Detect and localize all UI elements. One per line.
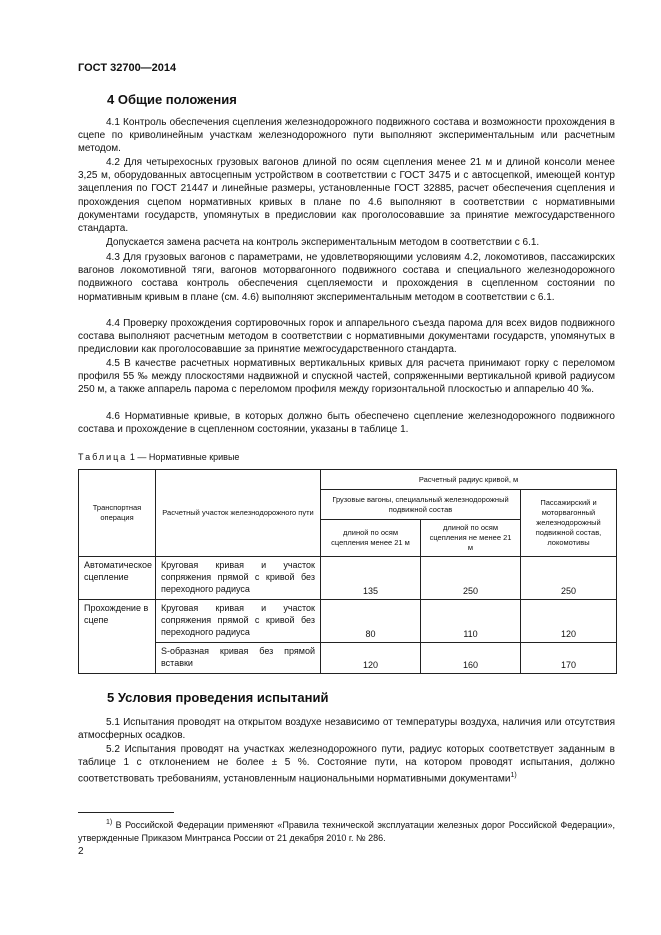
row-value-passenger: 250 xyxy=(521,557,617,600)
row-operation: Автоматическое сцепление xyxy=(79,557,156,600)
paragraph-4-2-note: Допускается замена расчета на контроль экспериментальным методом в соответствии с 6.1. xyxy=(106,237,540,248)
footnote-text: В Российской Федерации применяют «Правила технической эксплуатации железных дорог Российской Федерации», утвержденные Приказом Минтранса России от 21 декабря 2010 г. № 286. xyxy=(78,820,615,843)
header-radius: Расчетный радиус кривой, м xyxy=(321,470,617,490)
row-section: Круговая кривая и участок сопряжения прямой с кривой без переходного радиуса xyxy=(156,557,321,600)
table-row xyxy=(79,643,617,674)
paragraph-5-1: 5.1 Испытания проводят на открытом воздухе независимо от температуры воздуха, наличия или отсутствия атмосферных осадков. xyxy=(78,717,615,742)
table-caption-prefix: Таблица xyxy=(78,452,128,462)
row-value-passenger: 120 xyxy=(521,600,617,643)
paragraph-4-3: 4.3 Для грузовых вагонов с параметрами, не удовлетворяющими условиям 4.2, локомотивов, пассажирских вагонов локомотивной тяги, вагонов моторвагонного подвижного состава и специального железнодорожного подвижного состава контроль обеспечения сцепляемости и прохождения в сцепленном состоянии по нормативным кривым в плане (см. 4.6) выполняют экспериментальным методом в соответствии с 6.1. xyxy=(78,252,615,303)
header-operation: Транспортная операция xyxy=(79,470,156,557)
footnote xyxy=(78,817,615,844)
row-operation: Прохождение в сцепе xyxy=(79,600,156,674)
paragraph-4-5: 4.5 В качестве расчетных нормативных вертикальных кривых для расчета принимают горку с переломом профиля 55 ‰ между плоскостями надвижной и спускной частей, сопряженными вертикальной кривой радиусом 250 м, а также аппарель парома с переломом профиля между горизонтальной плоскостью и аппарелью 40 ‰. xyxy=(78,358,615,396)
paragraph-4-6: 4.6 Нормативные кривые, в которых должно быть обеспечено сцепление железнодорожного подвижного состава и прохождение в сцепленном состоянии, указаны в таблице 1. xyxy=(78,411,615,436)
paragraph-4-2: 4.2 Для четырехосных грузовых вагонов длиной по осям сцепления менее 21 м и длиной консоли менее 3,25 м, оборудованных автосцепным устройством в соответствии с ГОСТ 3475 и с автосцепкой, имеющей контур зацепления по ГОСТ 21447 и линейные размеры, установленные ГОСТ 32885, расчет обеспечения сцепления и прохождения сцепом нормативных кривых в плане по 4.6 выполняют в соответствии с нормативными документами государств, упомянутых в предисловии как проголосовавшие за принятие межгосударственного стандарта. xyxy=(78,157,615,235)
table-row xyxy=(79,600,617,643)
header-length-less-21: длиной по осям сцепления менее 21 м xyxy=(321,520,421,557)
section-4-title: 4 Общие положения xyxy=(107,92,237,107)
row-value-not-less-21: 250 xyxy=(421,557,521,600)
footnote-reference: 1) xyxy=(510,772,517,780)
paragraph-5-2-text: 5.2 Испытания проводят на участках железнодорожного пути, радиус которых соответствует заданным в таблице 1 с отклонением не более ± 5 %. Состояние пути, на котором проводят испытания, должно соответствовать требованиям, установленным национальными нормативными документами xyxy=(78,744,615,785)
row-value-passenger: 170 xyxy=(521,643,617,674)
table-caption-text: 1 — Нормативные кривые xyxy=(129,452,240,462)
header-section: Расчетный участок железнодорожного пути xyxy=(156,470,321,557)
header-passenger: Пассажирский и моторвагонный железнодорожный подвижной состав, локомотивы xyxy=(521,490,617,557)
document-code: ГОСТ 32700—2014 xyxy=(78,62,177,74)
row-value-less-21: 135 xyxy=(321,557,421,600)
footnote-mark: 1) xyxy=(106,819,113,826)
paragraph-5-2 xyxy=(78,743,615,786)
header-freight: Грузовые вагоны, специальный железнодорожный подвижной состав xyxy=(321,490,521,520)
normative-curves-table xyxy=(78,469,617,674)
row-section: Круговая кривая и участок сопряжения прямой с кривой без переходного радиуса xyxy=(156,600,321,643)
page-number: 2 xyxy=(78,846,84,857)
row-value-not-less-21: 110 xyxy=(421,600,521,643)
header-length-not-less-21: длиной по осям сцепления не менее 21 м xyxy=(421,520,521,557)
paragraph-4-1: 4.1 Контроль обеспечения сцепления железнодорожного подвижного состава и возможности прохождения в сцепе по криволинейным участкам железнодорожного пути выполняют экспериментальным или расчетным методом. xyxy=(78,117,615,155)
row-value-not-less-21: 160 xyxy=(421,643,521,674)
row-section: S-образная кривая без прямой вставки xyxy=(156,643,321,674)
row-value-less-21: 80 xyxy=(321,600,421,643)
paragraph-4-4: 4.4 Проверку прохождения сортировочных горок и аппарельного съезда парома для всех видов подвижного состава выполняют расчетным методом в соответствии с нормативными документами государств, упомянутых в предисловии как проголосовавшие за принятие межгосударственного стандарта. xyxy=(78,318,615,356)
section-5-title: 5 Условия проведения испытаний xyxy=(107,690,329,705)
footnote-divider xyxy=(78,812,174,813)
row-value-less-21: 120 xyxy=(321,643,421,674)
table-row xyxy=(79,557,617,600)
table-caption xyxy=(78,452,239,462)
